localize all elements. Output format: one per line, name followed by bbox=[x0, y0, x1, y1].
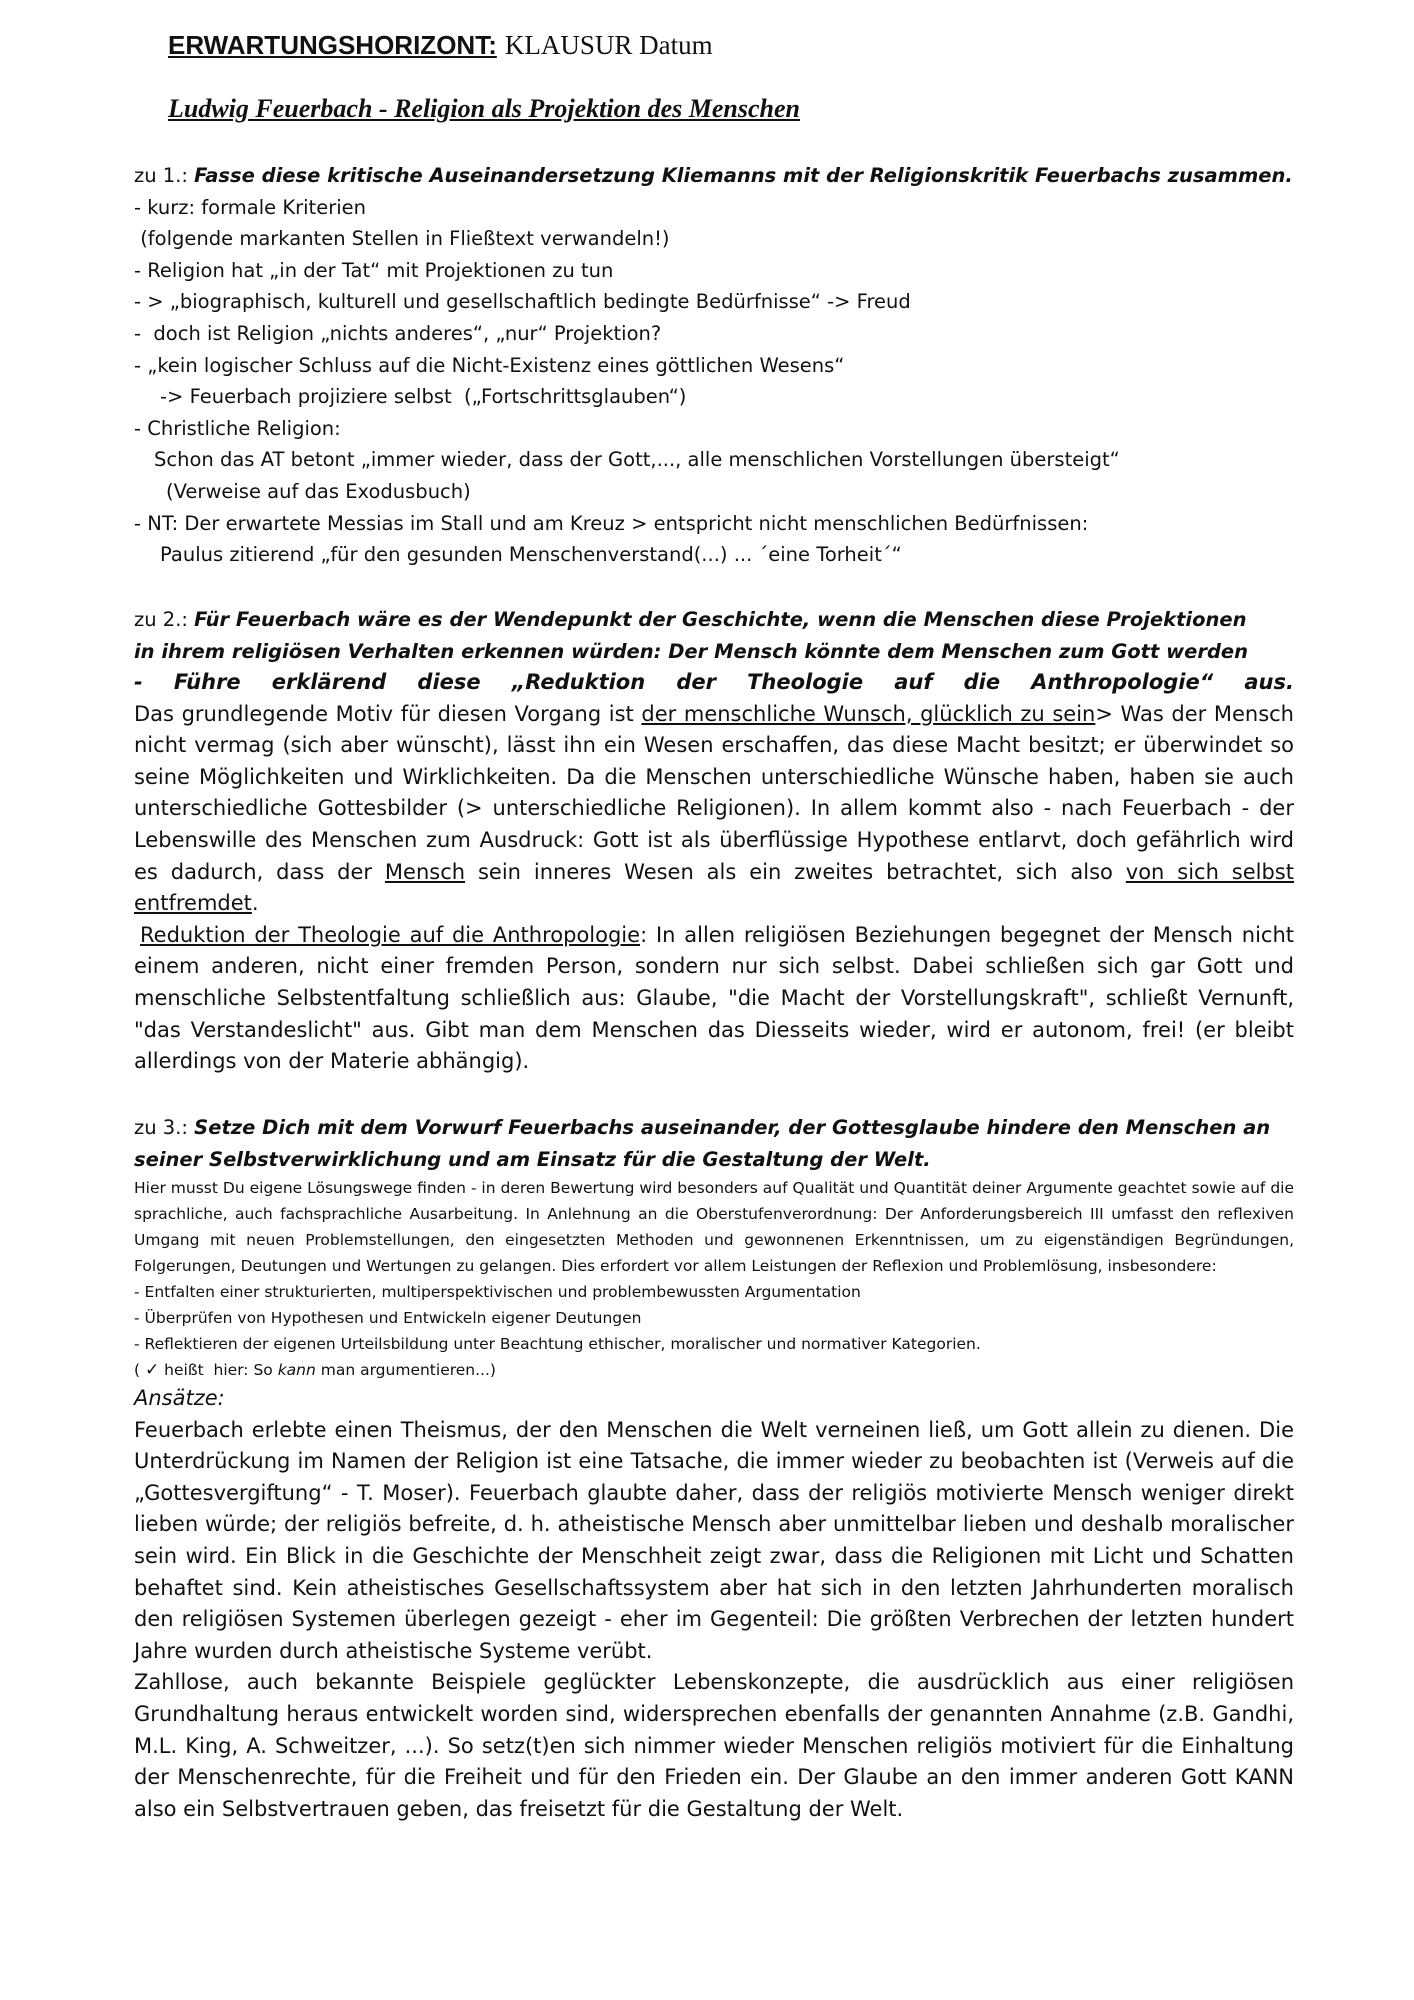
ansaetze-heading: Ansätze: bbox=[134, 1386, 225, 1410]
emphasis-text: kann bbox=[277, 1361, 316, 1379]
checkmark-icon: ✓ bbox=[144, 1360, 160, 1380]
list-item: - doch ist Religion „nichts anderes“, „nur“ Projektion? bbox=[134, 321, 662, 345]
list-item: - Religion hat „in der Tat“ mit Projektionen zu tun bbox=[134, 258, 614, 282]
check-note bbox=[134, 1357, 1294, 1383]
section-3-label: zu 3.: bbox=[134, 1116, 195, 1139]
section-2-paragraph-1 bbox=[134, 699, 1294, 920]
underlined-text: Mensch bbox=[384, 859, 466, 884]
list-item: Schon das AT betont „immer wieder, dass der Gott,..., alle menschlichen Vorstellungen übersteigt“ bbox=[154, 448, 1120, 472]
task-word: aus. bbox=[1244, 670, 1294, 694]
task-word: Anthropologie“ bbox=[1031, 670, 1214, 694]
title-heading: ERWARTUNGSHORIZONT: bbox=[168, 30, 497, 60]
task-word: Theologie bbox=[747, 670, 864, 694]
list-item: - Überprüfen von Hypothesen und Entwickeln eigener Deutungen bbox=[134, 1309, 642, 1327]
task-word: diese bbox=[417, 670, 481, 694]
section-2-question bbox=[134, 604, 1294, 636]
text-run: heißt hier: So bbox=[159, 1361, 278, 1379]
section-3-instructions bbox=[134, 1175, 1294, 1383]
list-item: - Reflektieren der eigenen Urteilsbildung unter Beachtung ethischer, moralischer und normativer Kategorien. bbox=[134, 1335, 981, 1353]
task-word: - bbox=[134, 670, 143, 694]
section-3-paragraph-1: Feuerbach erlebte einen Theismus, der den Menschen die Welt verneinen ließ, um Gott allein zu dienen. Die Unterdrückung im Namen der Religion ist eine Tatsache, die immer wieder zu beobachten ist (Verweis auf die „Gottesvergiftung“ - T. Moser). Feuerbach glaubte daher, dass der religiös motivierte Mensch weniger direkt lieben würde; der religiös befreite, d. h. atheistische Mensch aber unmittelbar lieben und deshalb moralischer sein wird. Ein Blick in die Geschichte der Menschheit zeigt zwar, dass die Religionen mit Licht und Schatten behaftet sind. Kein atheistisches Gesellschaftssystem aber hat sich in den letzten Jahrhunderten moralisch den religiösen Systemen überlegen gezeigt - eher im Gegenteil: Die größten Verbrechen der letzten hundert Jahre wurden durch atheistische Systeme verübt. bbox=[134, 1417, 1294, 1663]
task-word: erklärend bbox=[271, 670, 387, 694]
task-word: der bbox=[676, 670, 716, 694]
list-item: - „kein logischer Schluss auf die Nicht-Existenz eines göttlichen Wesens“ bbox=[134, 353, 845, 377]
document-subtitle: Ludwig Feuerbach - Religion als Projektion des Menschen bbox=[168, 94, 800, 123]
text-run: : In allen religiösen Beziehungen begegnet der Mensch nicht einem anderen, nicht einer fremden Person, sondern nur sich selbst. Dabei schließen sich gar Gott und menschliche Selbstentfaltung schließlich aus: Glaube, "die Macht der Vorstellungskraft", schließt Vernunft, "das Verstandeslicht" aus. Gibt man dem Menschen das Diesseits wieder, wird er autonom, frei! (er bleibt allerdings von der Materie abhängig). bbox=[134, 922, 1294, 1074]
text-run: > Was der Mensch nicht vermag (sich aber wünscht), lässt ihn ein Wesen erschaffen, das diese Macht besitzt; er überwindet so seine Möglichkeiten und Wirklichkeiten. Da die Menschen unterschiedliche Wünsche haben, haben sie auch unterschiedliche Gottesbilder (> unterschiedliche Religionen). In allem kommt also - nach Feuerbach - der Lebenswille des Menschen zum Ausdruck: Gott ist als überflüssige Hypothese entlarvt, doch gefährlich wird es dadurch, dass der bbox=[134, 701, 1294, 884]
section-2-task-instruction bbox=[134, 667, 1294, 699]
section-1-question bbox=[134, 160, 1294, 192]
task-word: Führe bbox=[173, 670, 241, 694]
section-1 bbox=[134, 160, 1294, 571]
section-3 bbox=[134, 1112, 1294, 1825]
section-3-task-line-2: seiner Selbstverwirklichung und am Einsatz für die Gestaltung der Welt. bbox=[134, 1147, 931, 1171]
underlined-text: Reduktion der Theologie auf die Anthropologie bbox=[140, 922, 641, 947]
task-word: die bbox=[963, 670, 1001, 694]
list-item: -> Feuerbach projiziere selbst („Fortschrittsglauben“) bbox=[160, 385, 687, 409]
section-3-paragraph-2: Zahllose, auch bekannte Beispiele geglückter Lebenskonzepte, die ausdrücklich aus einer religiösen Grundhaltung heraus entwickelt worden sind, widersprechen ebenfalls der genannten Annahme (z.B. Gandhi, M.L. King, A. Schweitzer, ...). So setz(t)en sich nimmer wieder Menschen religiös motiviert für die Einhaltung der Menschenrechte, für die Freiheit und für den Frieden ein. Der Glaube an den immer anderen Gott KANN also ein Selbstvertrauen geben, das freisetzt für die Gestaltung der Welt. bbox=[134, 1670, 1294, 1821]
section-3-question bbox=[134, 1112, 1294, 1144]
task-word: auf bbox=[894, 670, 933, 694]
list-item: - NT: Der erwartete Messias im Stall und am Kreuz > entspricht nicht menschlichen Bedürfnissen: bbox=[134, 511, 1089, 535]
instructions-intro: Hier musst Du eigene Lösungswege finden - in deren Bewertung wird besonders auf Qualität und Quantität deiner Argumente geachtet sowie auf die sprachliche, auch fachsprachliche Ausarbeitung. In Anlehnung an die Oberstufenverordnung: Der Anforderungsbereich III umfasst den reflexiven Umgang mit neuen Problemstellungen, den eingesetzten Methoden und gewonnenen Erkenntnissen, um zu eigenständigen Begründungen, Folgerungen, Deutungen und Wertungen zu gelangen. Dies erfordert vor allem Leistungen der Reflexion und Problemlösung, insbesondere: bbox=[134, 1179, 1294, 1275]
text-run: Das grundlegende Motiv für diesen Vorgang ist bbox=[134, 701, 642, 726]
section-2 bbox=[134, 604, 1294, 1078]
section-2-paragraph-2 bbox=[134, 920, 1294, 1078]
text-run: ( bbox=[134, 1361, 145, 1379]
document-title bbox=[168, 30, 713, 61]
list-item: (folgende markanten Stellen in Fließtext verwandeln!) bbox=[134, 227, 670, 251]
section-2-label: zu 2.: bbox=[134, 608, 195, 631]
list-item: - Christliche Religion: bbox=[134, 416, 341, 440]
section-3-task-line-1: Setze Dich mit dem Vorwurf Feuerbachs auseinander, der Gottesglaube hindere den Menschen an bbox=[194, 1116, 1271, 1139]
underlined-text: der menschliche Wunsch, glücklich zu sein bbox=[641, 701, 1096, 726]
text-run: sein inneres Wesen als ein zweites betrachtet, sich also bbox=[465, 859, 1126, 884]
section-1-task: Fasse diese kritische Auseinandersetzung Kliemanns mit der Religionskritik Feuerbachs zusammen. bbox=[194, 164, 1293, 187]
section-2-task-line-1: Für Feuerbach wäre es der Wendepunkt der Geschichte, wenn die Menschen diese Projektionen bbox=[194, 608, 1247, 631]
section-2-task-line-2: in ihrem religiösen Verhalten erkennen würden: Der Mensch könnte dem Menschen zum Gott werden bbox=[134, 639, 1249, 663]
list-item: - > „biographisch, kulturell und gesellschaftlich bedingte Bedürfnisse“ -> Freud bbox=[134, 290, 911, 314]
title-exam-date: KLAUSUR Datum bbox=[504, 30, 713, 60]
list-item: (Verweise auf das Exodusbuch) bbox=[166, 479, 471, 503]
list-item: Paulus zitierend „für den gesunden Menschenverstand(...) ... ´eine Torheit´“ bbox=[160, 543, 902, 567]
list-item: - kurz: formale Kriterien bbox=[134, 195, 366, 219]
underlined-text: von sich selbst entfremdet bbox=[134, 859, 1294, 916]
list-item: - Entfalten einer strukturierten, multiperspektivischen und problembewussten Argumentation bbox=[134, 1283, 861, 1301]
task-word: „Reduktion bbox=[511, 670, 646, 694]
text-run: man argumentieren...) bbox=[315, 1361, 496, 1379]
text-run: . bbox=[251, 891, 259, 916]
section-1-label: zu 1.: bbox=[134, 164, 195, 187]
